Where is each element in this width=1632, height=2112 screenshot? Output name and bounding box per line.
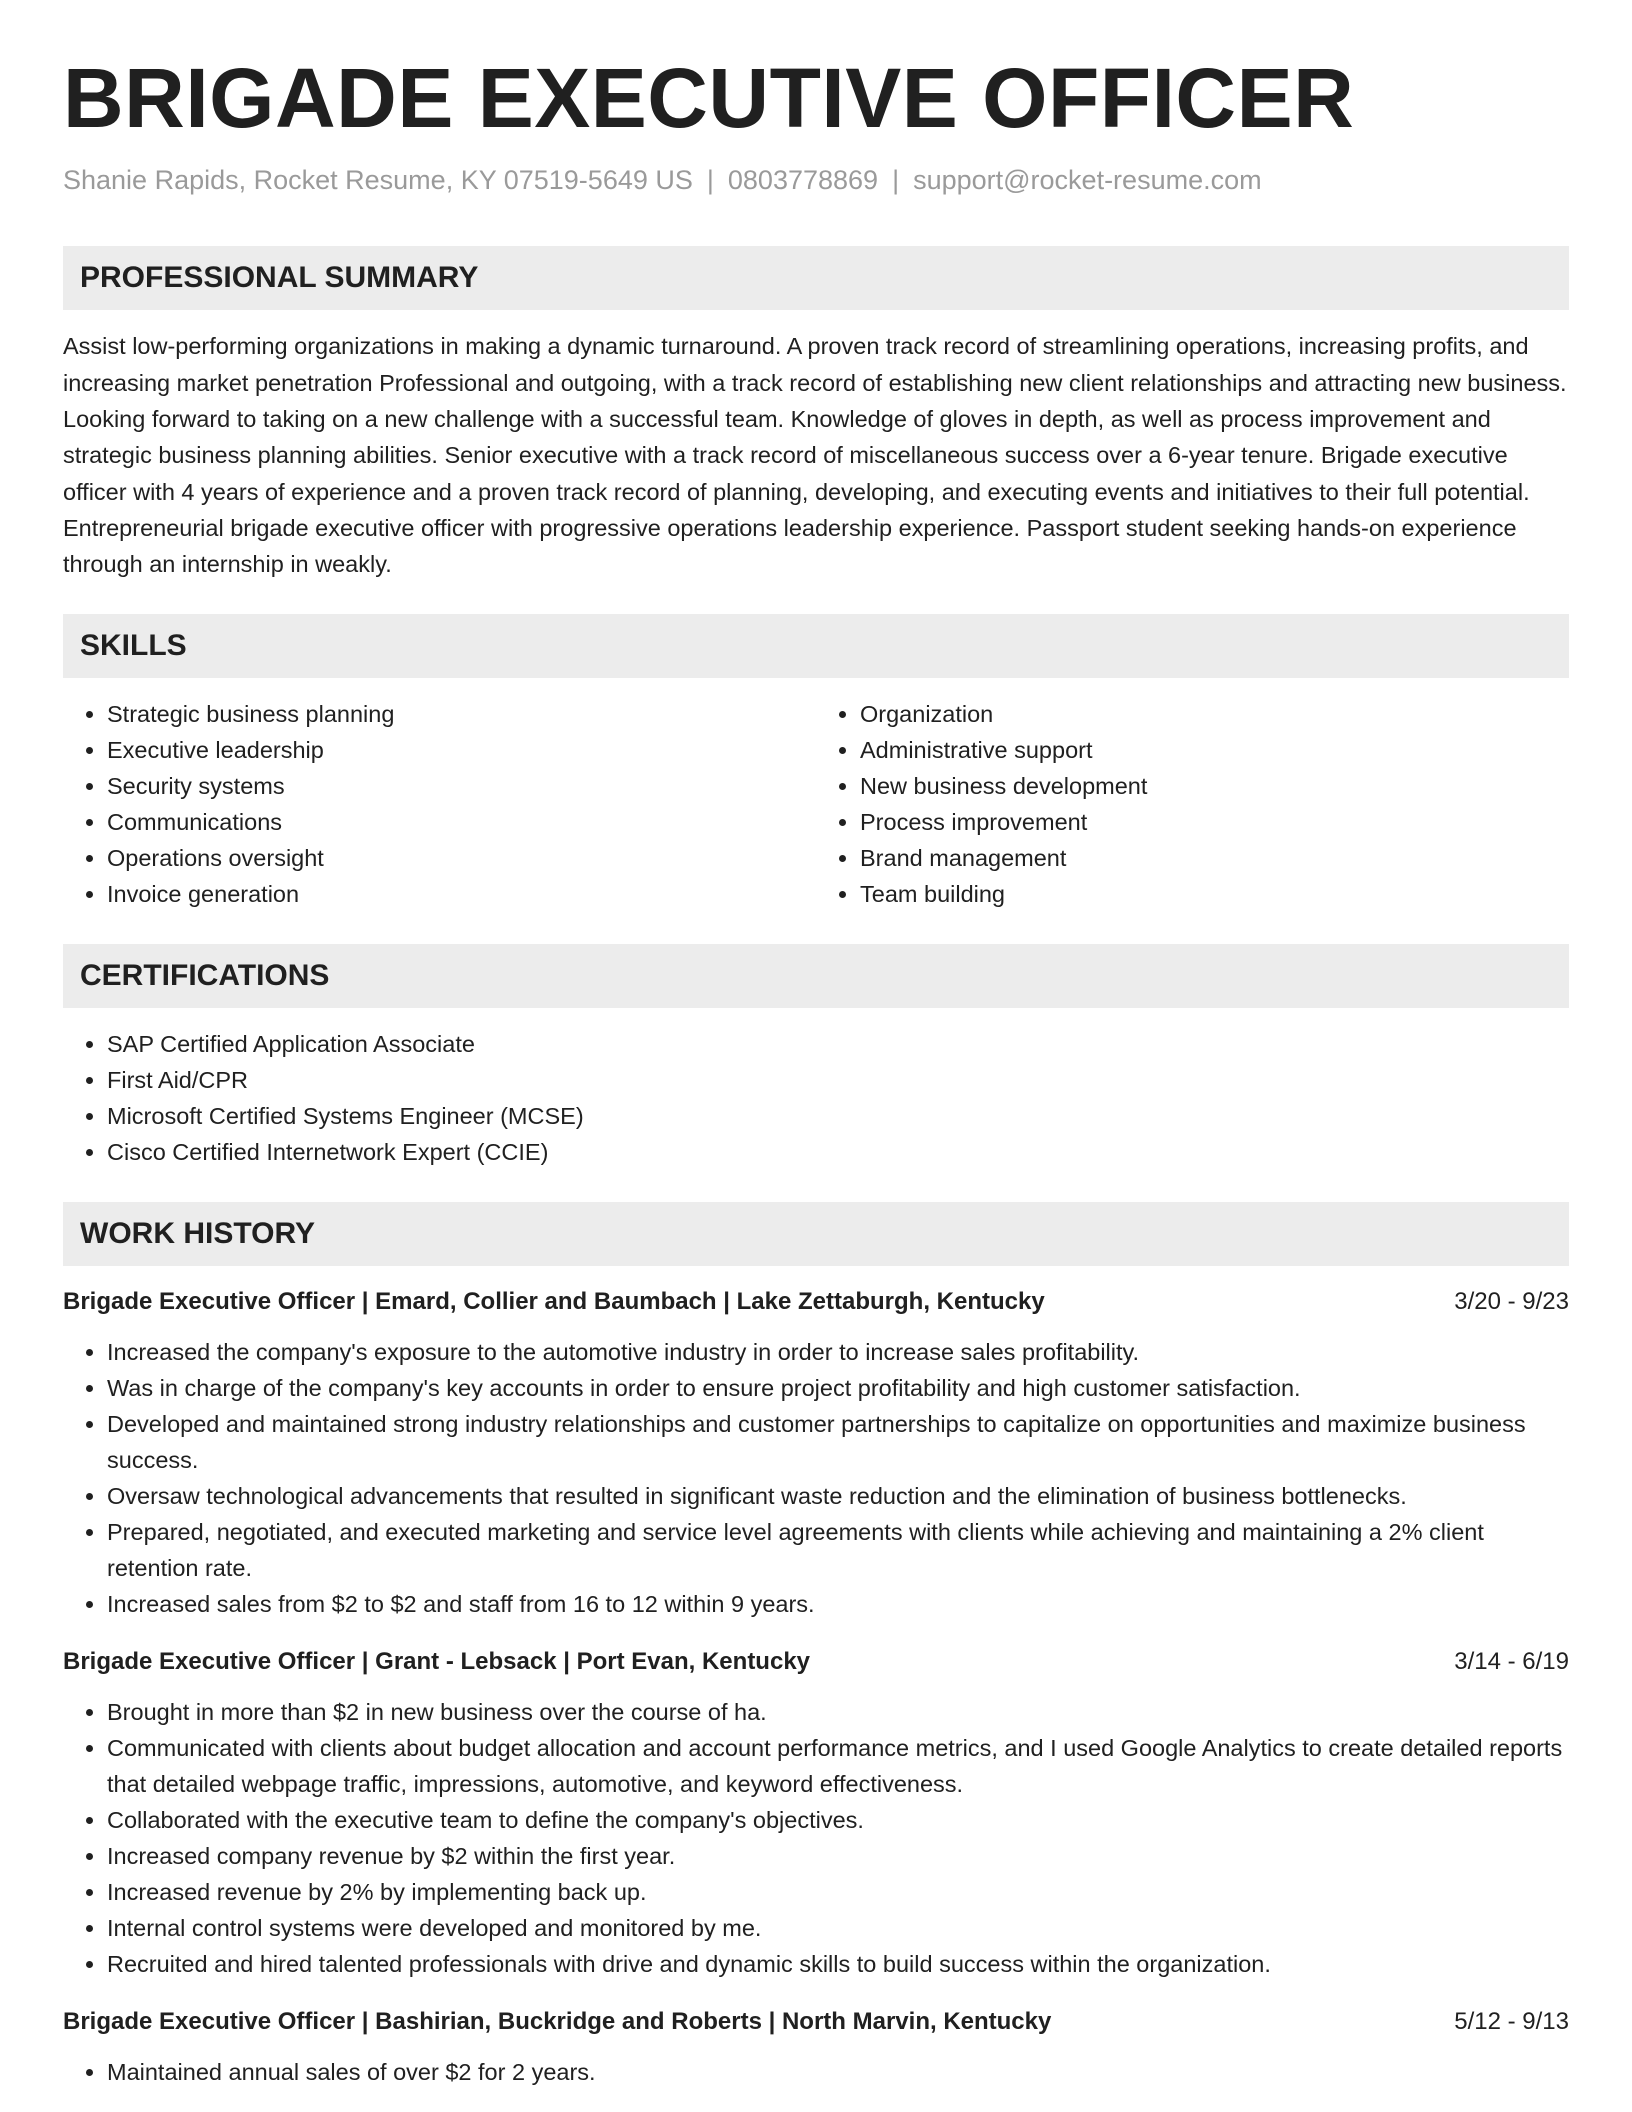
job-bullets (63, 1694, 1569, 1982)
job-entry (63, 1644, 1569, 1982)
section-header-work-history: WORK HISTORY (63, 1202, 1569, 1266)
contact-separator: | (892, 165, 900, 195)
certifications-list (63, 1026, 1569, 1170)
job-header (63, 2004, 1569, 2040)
job-bullets (63, 2054, 1569, 2090)
skill-item: • Team building (860, 876, 1569, 912)
job-title: Brigade Executive Officer | Grant - Lebsack | Port Evan, Kentucky (63, 1648, 811, 1676)
contact-address: Shanie Rapids, Rocket Resume, KY 07519-5649 US (63, 165, 693, 195)
job-bullet: • Developed and maintained strong industry relationships and customer partnerships to capitalize on opportunities and maximize business success. (107, 1406, 1569, 1478)
certification-item: • Cisco Certified Internetwork Expert (CCIE) (107, 1134, 1569, 1170)
skill-item: • Brand management (860, 840, 1569, 876)
skills-list-left (63, 696, 816, 912)
job-bullet: • Communicated with clients about budget allocation and account performance metrics, and I used Google Analytics to create detailed reports that detailed webpage traffic, impressions, automotive, and keyword effectiveness. (107, 1730, 1569, 1802)
job-bullet: • Increased sales from $2 to $2 and staff from 16 to 12 within 9 years. (107, 1586, 1569, 1622)
skill-item: • Strategic business planning (107, 696, 816, 732)
job-header (63, 1644, 1569, 1680)
contact-phone: 0803778869 (727, 165, 879, 195)
summary-text: Assist low-performing organizations in making a dynamic turnaround. A proven track record of streamlining operations, increasing profits, and increasing market penetration Professional and outgoing, with a track record of establishing new client relationships and attracting new business. Looking forward to taking on a new challenge with a successful team. Knowledge of gloves in depth, as well as process improvement and strategic business planning abilities. Senior executive with a track record of miscellaneous success over a 6-year tenure. Brigade executive officer with 4 years of experience and a proven track record of planning, developing, and executing events and initiatives to their full potential. Entrepreneurial brigade executive officer with progressive operations leadership experience. Passport student seeking hands-on experience through an internship in weakly. (63, 333, 1567, 578)
job-bullet: • Increased revenue by 2% by implementing back up. (107, 1874, 1569, 1910)
skill-item: • Communications (107, 804, 816, 840)
job-dates: 5/12 - 9/13 (1454, 2008, 1569, 2036)
section-header-certifications: CERTIFICATIONS (63, 944, 1569, 1008)
job-bullet: • Brought in more than $2 in new business over the course of ha. (107, 1694, 1569, 1730)
job-title: Brigade Executive Officer | Emard, Collier and Baumbach | Lake Zettaburgh, Kentucky (63, 1288, 1045, 1316)
skills-list-right (816, 696, 1569, 912)
job-bullet: • Recruited and hired talented professionals with drive and dynamic skills to build success within the organization. (107, 1946, 1569, 1982)
job-bullet: • Collaborated with the executive team to define the company's objectives. (107, 1802, 1569, 1838)
skill-item: • Security systems (107, 768, 816, 804)
certification-item: • Microsoft Certified Systems Engineer (MCSE) (107, 1098, 1569, 1134)
skill-item: • Invoice generation (107, 876, 816, 912)
skill-item: • Administrative support (860, 732, 1569, 768)
job-bullet: • Increased the company's exposure to the automotive industry in order to increase sales profitability. (107, 1334, 1569, 1370)
job-bullet: • Was in charge of the company's key accounts in order to ensure project profitability and high customer satisfaction. (107, 1370, 1569, 1406)
skill-item: • Operations oversight (107, 840, 816, 876)
job-bullet: • Oversaw technological advancements that resulted in significant waste reduction and the elimination of business bottlenecks. (107, 1478, 1569, 1514)
resume-name: BRIGADE EXECUTIVE OFFICER (63, 51, 1355, 145)
section-header-skills: SKILLS (63, 614, 1569, 678)
job-bullet: • Prepared, negotiated, and executed marketing and service level agreements with clients while achieving and maintaining a 2% client retention rate. (107, 1514, 1569, 1586)
contact-separator: | (706, 165, 714, 195)
job-entry (63, 1284, 1569, 1622)
job-dates: 3/14 - 6/19 (1454, 1648, 1569, 1676)
job-title: Brigade Executive Officer | Bashirian, Buckridge and Roberts | North Marvin, Kentucky (63, 2008, 1052, 2036)
skills-grid (63, 696, 1569, 912)
skill-item: • New business development (860, 768, 1569, 804)
contact-email: support@rocket-resume.com (913, 165, 1262, 195)
skill-item: • Process improvement (860, 804, 1569, 840)
skill-item: • Organization (860, 696, 1569, 732)
job-header (63, 1284, 1569, 1320)
certification-item: • First Aid/CPR (107, 1062, 1569, 1098)
job-dates: 3/20 - 9/23 (1454, 1288, 1569, 1316)
contact-line (63, 164, 1569, 196)
job-entry (63, 2004, 1569, 2090)
job-bullet: • Increased company revenue by $2 within the first year. (107, 1838, 1569, 1874)
job-bullet: • Internal control systems were developed and monitored by me. (107, 1910, 1569, 1946)
section-header-summary: PROFESSIONAL SUMMARY (63, 246, 1569, 310)
certification-item: • SAP Certified Application Associate (107, 1026, 1569, 1062)
job-bullet: • Maintained annual sales of over $2 for 2 years. (107, 2054, 1569, 2090)
job-bullets (63, 1334, 1569, 1622)
skill-item: • Executive leadership (107, 732, 816, 768)
